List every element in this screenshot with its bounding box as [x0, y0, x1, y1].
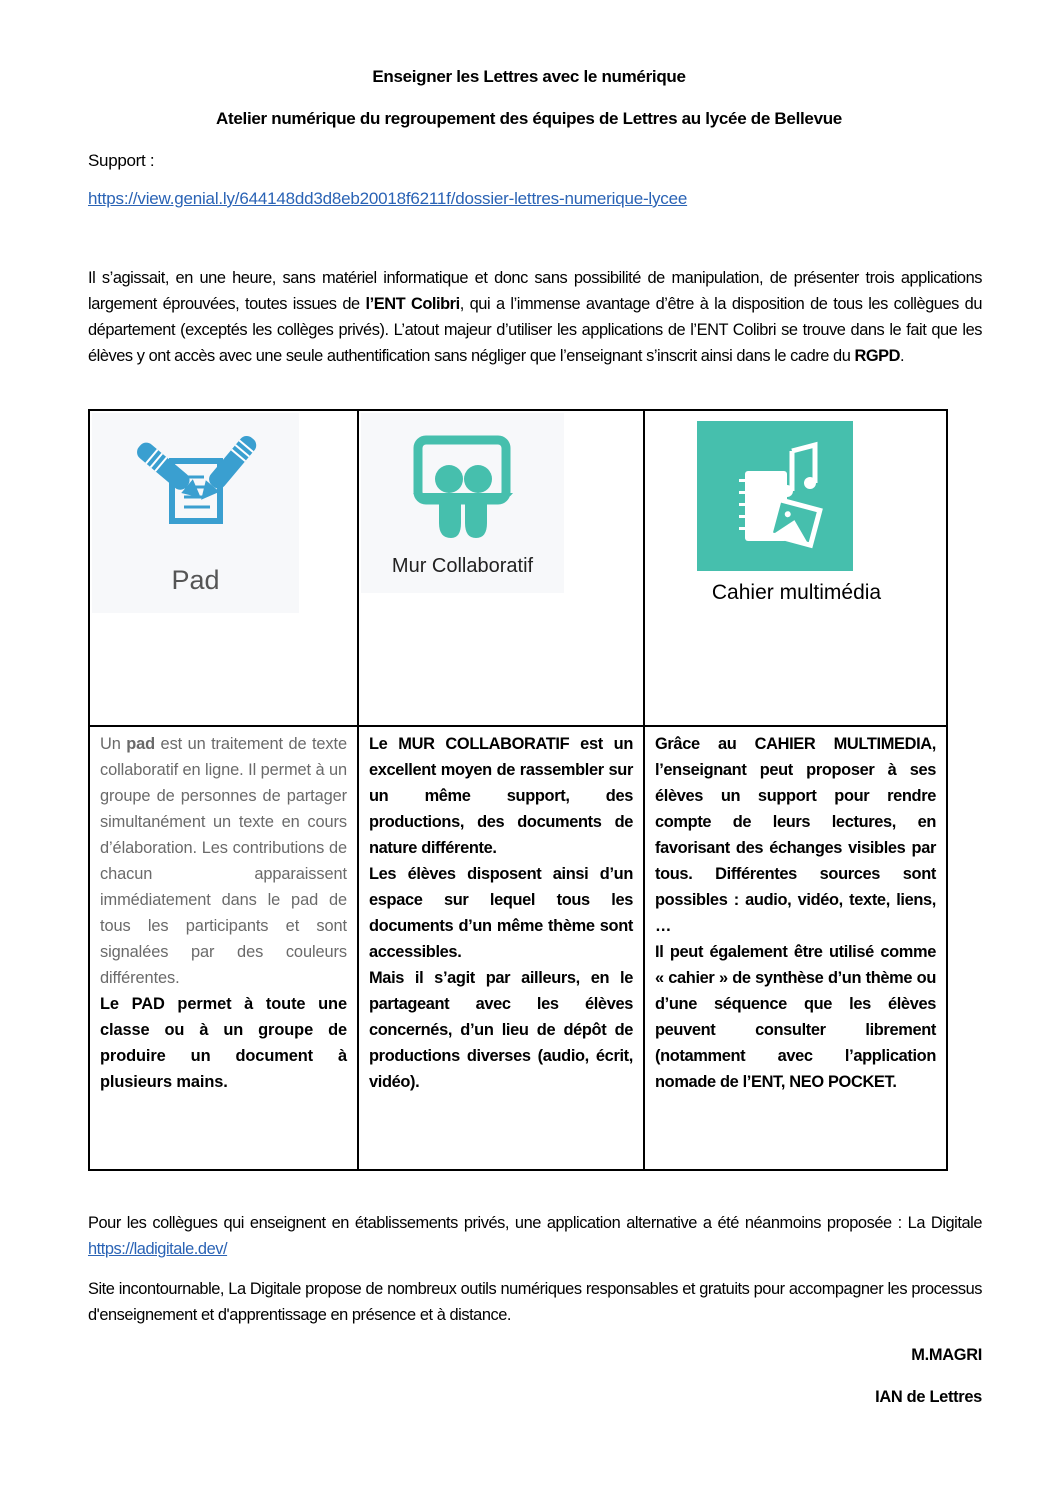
desc-text: Un: [100, 735, 127, 753]
apps-descriptions-row: [89, 726, 947, 1170]
desc-text: Le: [369, 735, 399, 753]
desc-bold: CAHIER MULTIMEDIA: [754, 735, 932, 753]
mur-description: [359, 727, 643, 1095]
cahier-label: Cahier multimédia: [711, 581, 882, 604]
outro-text: Pour les collègues qui enseignent en établissements privés, une application alternative a été néanmoins proposée : La Digitale: [88, 1214, 982, 1232]
desc-text: est un traitement de texte collaboratif en ligne. Il permet à un groupe de personnes de partager simultanément un texte en cours d’élaboration. Les contributions de chacun apparaissent immédiatement dans le pad de tous les participants et sont signalées par des couleurs différentes.: [100, 735, 347, 987]
intro-text: .: [900, 347, 905, 365]
intro-paragraph: [88, 265, 982, 369]
intro-text: Il s’agissait, en une heure, sans matériel informatique et donc sans possibilité de manipulation, de présenter trois applications largement éprouvées, toutes issues de: [88, 269, 982, 313]
mur-desc-p3: Mais il s’agit par ailleurs, en le partageant avec les élèves concernés, d’un lieu de dépôt de productions diverses (audio, écrit, vidéo).: [369, 969, 633, 1091]
pad-icon: [92, 413, 299, 563]
intro-text: , qui a l’immense avantage d’être à la disposition de tous les collègues du département (exceptés les collèges privés).: [88, 295, 982, 339]
outro-paragraph-1: [88, 1210, 982, 1262]
apps-icons-row: [89, 410, 947, 726]
cahier-tile-wrap: [645, 411, 946, 611]
intro-bold-ent: l’ENT Colibri: [365, 295, 460, 313]
cahier-icon-cell: [644, 410, 947, 726]
pad-label: Pad: [171, 565, 220, 595]
document-subtitle: Atelier numérique du regroupement des équipes de Lettres au lycée de Bellevue: [216, 109, 842, 128]
outro-paragraph-2: Site incontournable, La Digitale propose de nombreux outils numériques responsables et gratuits pour accompagner les processus d'enseignement et d'apprentissage en présence et à distance.: [88, 1280, 982, 1324]
mur-desc-p2: Les élèves disposent ainsi d’un espace sur lequel tous les documents d’un même thème sont accessibles.: [369, 865, 633, 961]
collaborative-wall-icon: [361, 413, 564, 543]
document-title: Enseigner les Lettres avec le numérique: [372, 67, 686, 86]
signature-role: IAN de Lettres: [875, 1388, 982, 1406]
mur-label: Mur Collaboratif: [391, 555, 534, 577]
pad-icon-cell: [89, 410, 358, 726]
pad-tile: [92, 413, 299, 613]
intro-text: L’atout majeur d’utiliser les applications de l’ENT Colibri se trouve dans le fait que les élèves y ont accès avec une seule authentification sans négliger que l’enseignant s’inscrit ainsi dans le cadre du: [88, 321, 983, 365]
cahier-description-cell: [644, 726, 947, 1170]
apps-table: [88, 409, 948, 1171]
intro-bold-rgpd: RGPD: [854, 347, 901, 365]
pad-description: [90, 727, 357, 1095]
desc-text: Grâce au: [655, 735, 755, 753]
mur-description-cell: [358, 726, 644, 1170]
multimedia-notebook-icon: [697, 421, 853, 571]
cahier-tile: [697, 421, 853, 571]
desc-text: est un excellent moyen de rassembler sur un même support, des productions, des documents de nature différente.: [369, 735, 633, 857]
support-link[interactable]: https://view.genial.ly/644148dd3d8eb20018f6211f/dossier-lettres-numerique-lycee: [88, 189, 688, 208]
cahier-description: [645, 727, 946, 1095]
pad-summary: Le PAD permet à toute une classe ou à un groupe de produire un document à plusieurs mains.: [100, 995, 347, 1091]
desc-bold: MUR COLLABORATIF: [398, 735, 570, 753]
desc-text: , l’enseignant peut proposer à ses élèves un support pour rendre compte de leurs lectures, en favorisant des échanges visibles par tous. Différentes sources sont possibles : audio, vidéo, texte, liens, …: [655, 735, 936, 935]
support-label: Support :: [88, 151, 155, 170]
mur-tile: [361, 413, 564, 593]
pad-description-cell: [89, 726, 358, 1170]
cahier-desc-p2: Il peut également être utilisé comme « cahier » de synthèse d’un thème ou d’une séquence que les élèves peuvent consulter librement (notamment avec l’application nomade de l’ENT, NEO POCKET.: [655, 943, 936, 1091]
ladigitale-link[interactable]: https://ladigitale.dev/: [88, 1240, 228, 1258]
desc-bold: pad: [126, 735, 156, 753]
mur-icon-cell: [358, 410, 644, 726]
signature-name: M.MAGRI: [911, 1346, 982, 1364]
